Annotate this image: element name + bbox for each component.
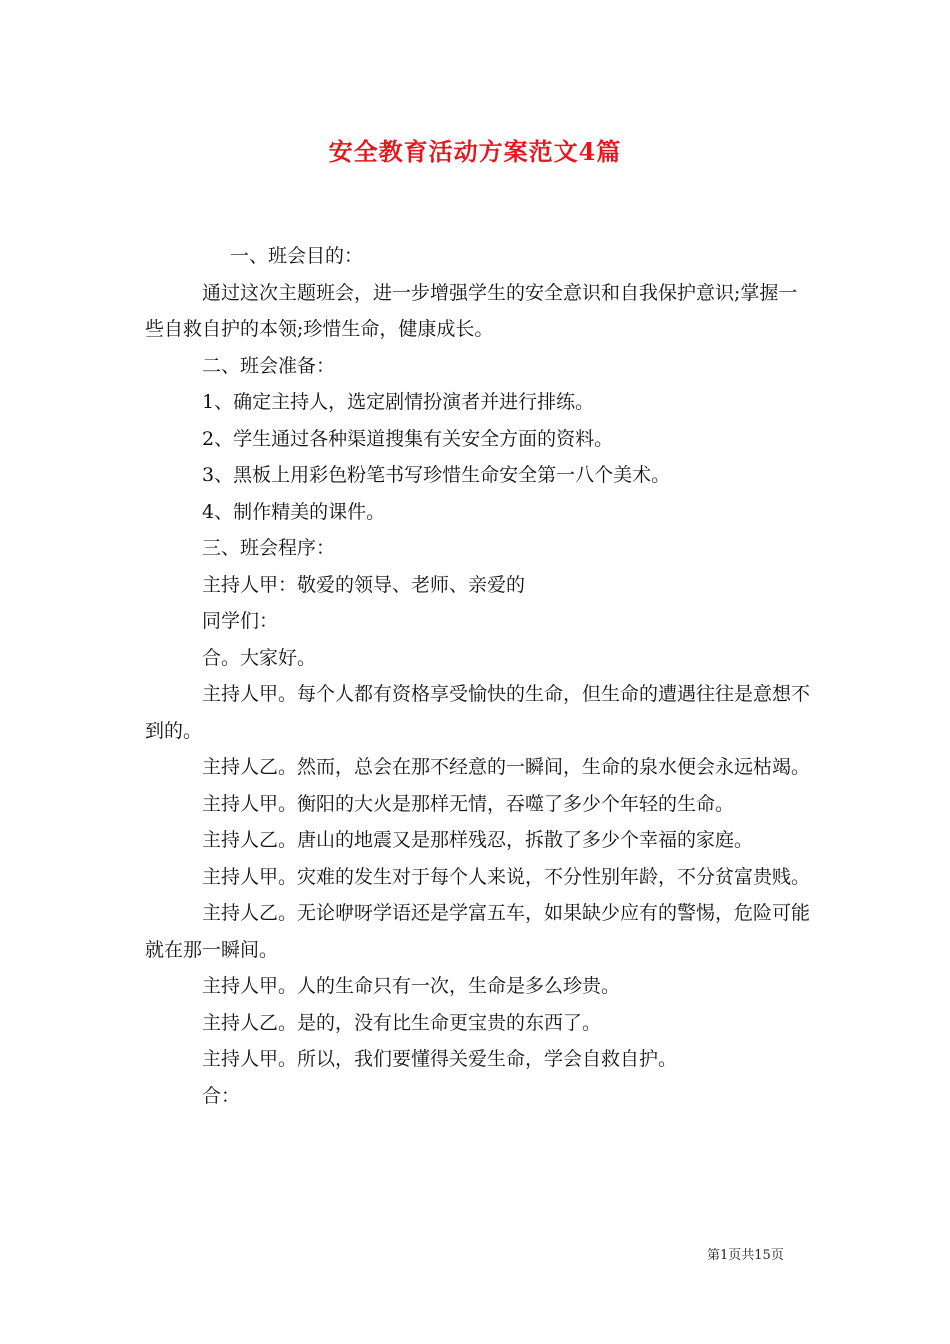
document-title: 安全教育活动方案范文4篇: [328, 137, 622, 166]
section-heading: 三、班会程序：: [202, 537, 336, 559]
dialogue-line: 合。大家好。: [202, 646, 317, 669]
dialogue-line: 主持人乙。无论咿呀学语还是学富五车，如果缺少应有的警惕，危险可能就在那一瞬间。: [145, 902, 811, 961]
dialogue-line: 主持人乙。是的，没有比生命更宝贵的东西了。: [202, 1011, 602, 1034]
page-number: 第1页共15页: [707, 1248, 784, 1263]
dialogue-line: 主持人甲：敬爱的领导、老师、亲爱的: [202, 573, 526, 596]
section-heading: 二、班会准备：: [202, 354, 336, 377]
dialogue-line: 主持人甲。灾难的发生对于每个人来说，不分性别年龄，不分贫富贵贱。: [202, 865, 811, 888]
section-heading: 一、班会目的：: [230, 245, 364, 267]
dialogue-line: 主持人甲。每个人都有资格享受愉快的生命，但生命的遭遇往往是意想不到的。: [145, 683, 811, 742]
dialogue-line: 主持人甲。所以，我们要懂得关爱生命，学会自救自护。: [202, 1048, 678, 1070]
list-item: 2、学生通过各种渠道搜集有关安全方面的资料。: [202, 427, 614, 450]
paragraph: 通过这次主题班会，进一步增强学生的安全意识和自我保护意识;掌握一些自救自护的本领;珍惜生命，健康成长。: [145, 281, 798, 340]
document-body: [145, 238, 811, 1114]
dialogue-line: 主持人乙。唐山的地震又是那样残忍，拆散了多少个幸福的家庭。: [202, 829, 754, 851]
dialogue-line: 主持人乙。然而，总会在那不经意的一瞬间，生命的泉水便会永远枯竭。: [202, 756, 811, 778]
dialogue-line: 主持人甲。人的生命只有一次，生命是多么珍贵。: [202, 975, 621, 997]
dialogue-line: 同学们：: [202, 610, 279, 632]
list-item: 1、确定主持人，选定剧情扮演者并进行排练。: [202, 391, 595, 413]
dialogue-line: 主持人甲。衡阳的大火是那样无情，吞噬了多少个年轻的生命。: [202, 792, 735, 815]
dialogue-line: 合：: [202, 1084, 241, 1107]
list-item: 4、制作精美的课件。: [202, 500, 386, 523]
list-item: 3、黑板上用彩色粉笔书写珍惜生命安全第一八个美术。: [202, 464, 671, 486]
